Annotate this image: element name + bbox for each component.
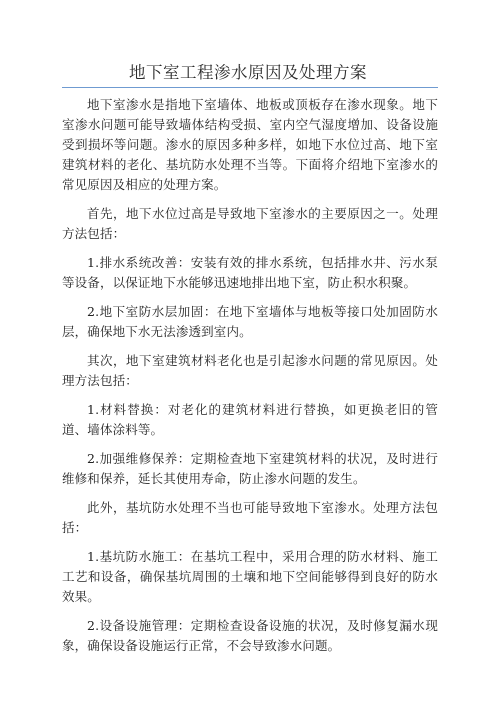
paragraph-cause-2-method-2: 2.加强维修保养：定期检查地下室建筑材料的状况，及时进行维修和保养，延长其使用寿命，防止渗水问题的发生。 — [62, 451, 438, 486]
title-underline — [62, 87, 438, 88]
paragraph-cause-3-method-1: 1.基坑防水施工：在基坑工程中，采用合理的防水材料、施工工艺和设备，确保基坑周围的土壤和地下空间能够得到良好的防水效果。 — [62, 549, 438, 604]
document-title: 地下室工程渗水原因及处理方案 — [129, 63, 367, 82]
paragraph-intro: 地下室渗水是指地下室墙体、地板或顶板存在渗水现象。地下室渗水问题可能导致墙体结构受损、室内空气湿度增加、设备设施受到损坏等问题。渗水的原因多种多样，如地下水位过高、地下室建筑材料的老化、基坑防水处理不当等。下面将介绍地下室渗水的常见原因及相应的处理方案。 — [62, 97, 438, 192]
document-body — [62, 95, 438, 665]
paragraph-cause-1-method-1: 1.排水系统改善：安装有效的排水系统，包括排水井、污水泵等设备，以保证地下水能够迅速地排出地下室，防止积水积聚。 — [62, 255, 438, 290]
paragraph-cause-2-method-1: 1.材料替换：对老化的建筑材料进行替换，如更换老旧的管道、墙体涂料等。 — [62, 402, 438, 437]
paragraph-cause-3-method-2: 2.设备设施管理：定期检查设备设施的状况，及时修复漏水现象，确保设备设施运行正常，不会导致渗水问题。 — [62, 618, 438, 653]
paragraph-cause-3: 此外，基坑防水处理不当也可能导致地下室渗水。处理方法包括： — [62, 500, 438, 535]
paragraph-cause-1-method-2: 2.地下室防水层加固：在地下室墙体与地板等接口处加固防水层，确保地下水无法渗透到室内。 — [62, 304, 438, 339]
paragraph-cause-1: 首先，地下水位过高是导致地下室渗水的主要原因之一。处理方法包括： — [62, 206, 438, 241]
paragraph-cause-2: 其次，地下室建筑材料老化也是引起渗水问题的常见原因。处理方法包括： — [62, 353, 438, 388]
